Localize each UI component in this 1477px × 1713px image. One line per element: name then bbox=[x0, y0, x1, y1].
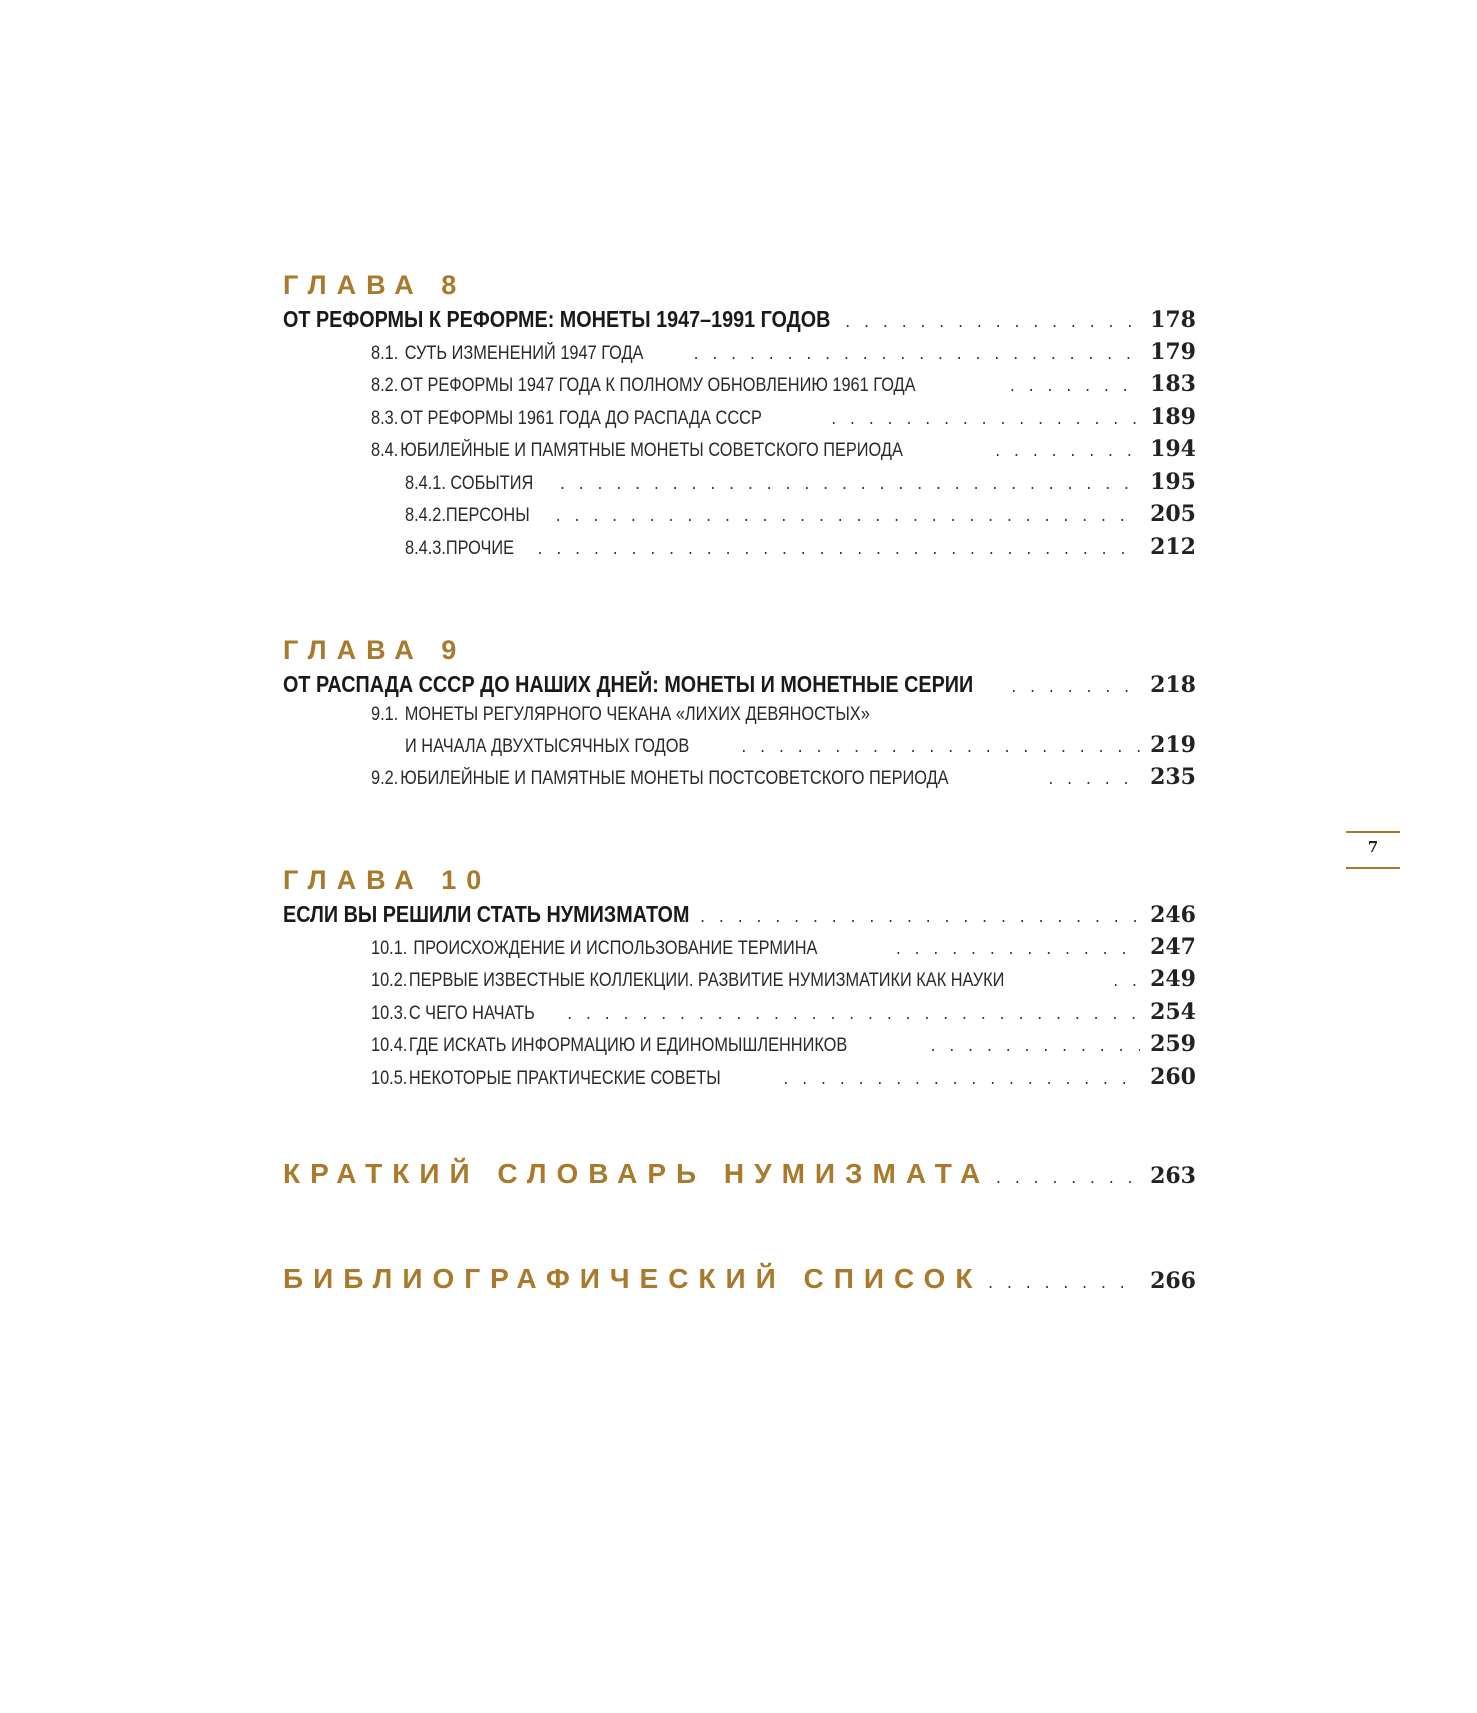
section-number: 8.2. bbox=[371, 375, 399, 396]
section-number: 10.1. bbox=[371, 937, 408, 959]
chapter-9-block bbox=[283, 633, 1196, 797]
section-title bbox=[371, 768, 949, 790]
page-number: 205 bbox=[1150, 501, 1196, 527]
dot-leader bbox=[680, 911, 1140, 927]
chapter-label: ГЛАВА 9 bbox=[283, 635, 467, 665]
toc-entry[interactable] bbox=[283, 671, 1196, 704]
section-number: 8.1. bbox=[371, 342, 399, 364]
toc-entry[interactable] bbox=[283, 339, 1196, 372]
dot-leader bbox=[692, 348, 1140, 364]
dot-leader bbox=[1047, 773, 1140, 789]
dot-leader bbox=[929, 1040, 1140, 1056]
section-title bbox=[371, 938, 817, 960]
page-number: 194 bbox=[1150, 436, 1196, 462]
section-number: 8.4.3. bbox=[405, 537, 446, 559]
toc-entry[interactable] bbox=[283, 934, 1196, 967]
chapter-title: ЕСЛИ ВЫ РЕШИЛИ СТАТЬ НУМИЗМАТОМ bbox=[283, 901, 690, 927]
bibliography-block bbox=[283, 1263, 1196, 1303]
folio-bottom-rule bbox=[1346, 867, 1400, 869]
toc-entry[interactable] bbox=[283, 764, 1196, 797]
chapter-title: ОТ РАСПАДА СССР ДО НАШИХ ДНЕЙ: МОНЕТЫ И МОНЕТНЫЕ СЕРИИ bbox=[283, 671, 974, 697]
section-text: ПРОЧИЕ bbox=[445, 537, 515, 559]
section-text: С ЧЕГО НАЧАТЬ bbox=[408, 1002, 535, 1024]
page-number: 218 bbox=[1150, 672, 1196, 698]
dot-leader bbox=[1112, 975, 1141, 991]
section-number: 10.5. bbox=[371, 1067, 408, 1089]
dot-leader bbox=[1010, 681, 1141, 697]
page-number: 219 bbox=[1150, 731, 1196, 758]
section-number: 8.3. bbox=[371, 407, 399, 429]
page-number: 259 bbox=[1150, 1031, 1196, 1057]
page-number: 247 bbox=[1150, 933, 1196, 960]
chapter-10-block bbox=[283, 863, 1196, 1096]
chapter-8-block bbox=[283, 268, 1196, 566]
dot-leader bbox=[986, 1277, 1140, 1293]
dot-leader bbox=[782, 1073, 1140, 1089]
section-text: МОНЕТЫ РЕГУЛЯРНОГО ЧЕКАНА «ЛИХИХ ДЕВЯНОСТЫХ» bbox=[404, 703, 870, 725]
section-title bbox=[371, 343, 643, 365]
toc-entry[interactable] bbox=[283, 436, 1196, 469]
toc-entry[interactable] bbox=[283, 404, 1196, 437]
dot-leader bbox=[740, 741, 1140, 757]
section-title bbox=[371, 375, 916, 397]
toc-entry[interactable] bbox=[283, 371, 1196, 404]
section-title-continuation: И НАЧАЛА ДВУХТЫСЯЧНЫХ ГОДОВ bbox=[405, 735, 690, 757]
section-text: ОТ РЕФОРМЫ 1947 ГОДА К ПОЛНОМУ ОБНОВЛЕНИЮ 1961 ГОДА bbox=[400, 375, 916, 396]
dot-leader bbox=[1008, 380, 1140, 396]
page-number: 179 bbox=[1150, 338, 1196, 365]
dot-leader bbox=[993, 445, 1140, 461]
glossary-title: КРАТКИЙ СЛОВАРЬ НУМИЗМАТА bbox=[283, 1158, 991, 1189]
dot-leader bbox=[565, 1008, 1140, 1024]
subsection-title bbox=[405, 538, 514, 560]
page-number: 254 bbox=[1150, 998, 1196, 1025]
section-number: 8.4. bbox=[371, 440, 399, 461]
section-title bbox=[371, 970, 1004, 992]
section-number: 10.2. bbox=[371, 970, 408, 991]
section-number: 8.4.1. bbox=[405, 472, 446, 494]
chapter-title: ОТ РЕФОРМЫ К РЕФОРМЕ: МОНЕТЫ 1947–1991 ГОДОВ bbox=[283, 306, 831, 332]
section-title bbox=[371, 1068, 721, 1090]
dot-leader bbox=[844, 316, 1141, 332]
section-text: ПРОИСХОЖДЕНИЕ И ИСПОЛЬЗОВАНИЕ ТЕРМИНА bbox=[413, 937, 818, 959]
section-text: НЕКОТОРЫЕ ПРАКТИЧЕСКИЕ СОВЕТЫ bbox=[408, 1067, 721, 1089]
section-text: СОБЫТИЯ bbox=[450, 472, 534, 494]
section-text: ОТ РЕФОРМЫ 1961 ГОДА ДО РАСПАДА СССР bbox=[400, 407, 762, 429]
page-folio bbox=[1346, 831, 1400, 869]
section-text: ГДЕ ИСКАТЬ ИНФОРМАЦИЮ И ЕДИНОМЫШЛЕННИКОВ bbox=[408, 1035, 848, 1056]
toc-entry[interactable] bbox=[283, 1031, 1196, 1064]
section-text: ПЕРСОНЫ bbox=[445, 505, 530, 526]
toc-entry[interactable] bbox=[283, 501, 1196, 534]
toc-entry-bibliography[interactable] bbox=[283, 1263, 1196, 1303]
dot-leader bbox=[554, 510, 1140, 526]
toc-entry[interactable] bbox=[283, 999, 1196, 1032]
toc-entry[interactable] bbox=[283, 306, 1196, 339]
page-number: 260 bbox=[1150, 1063, 1196, 1090]
section-text: ЮБИЛЕЙНЫЕ И ПАМЯТНЫЕ МОНЕТЫ СОВЕТСКОГО ПЕРИОДА bbox=[400, 440, 903, 461]
page-number: 183 bbox=[1150, 371, 1196, 397]
toc-entry-glossary[interactable] bbox=[283, 1158, 1196, 1198]
page-number: 266 bbox=[1150, 1268, 1196, 1294]
dot-leader bbox=[830, 413, 1141, 429]
glossary-block bbox=[283, 1158, 1196, 1198]
dot-leader bbox=[558, 478, 1140, 494]
section-number: 8.4.2. bbox=[405, 505, 446, 526]
section-title bbox=[371, 1003, 535, 1025]
chapter-label: ГЛАВА 8 bbox=[283, 270, 467, 300]
page-number: 212 bbox=[1150, 533, 1196, 560]
page-number: 249 bbox=[1150, 966, 1196, 992]
folio-number: 7 bbox=[1367, 838, 1379, 856]
section-title bbox=[371, 408, 762, 430]
dot-leader bbox=[894, 943, 1140, 959]
section-number: 9.2. bbox=[371, 768, 399, 789]
folio-top-rule bbox=[1346, 831, 1400, 833]
section-number: 10.3. bbox=[371, 1002, 408, 1024]
toc-entry-first-line[interactable] bbox=[283, 704, 1196, 732]
section-title bbox=[371, 704, 870, 726]
section-text: ПЕРВЫЕ ИЗВЕСТНЫЕ КОЛЛЕКЦИИ. РАЗВИТИЕ НУМИЗМАТИКИ КАК НАУКИ bbox=[408, 970, 1005, 991]
subsection-title bbox=[405, 473, 533, 495]
section-number: 10.4. bbox=[371, 1035, 408, 1056]
section-number: 9.1. bbox=[371, 703, 399, 725]
section-title bbox=[371, 1035, 847, 1057]
page-number: 235 bbox=[1150, 764, 1196, 790]
toc-entry[interactable] bbox=[283, 534, 1196, 567]
page-number: 195 bbox=[1150, 468, 1196, 495]
page-number: 246 bbox=[1150, 902, 1196, 928]
page-number: 178 bbox=[1150, 307, 1196, 333]
toc-entry[interactable] bbox=[283, 966, 1196, 999]
bibliography-title: БИБЛИОГРАФИЧЕСКИЙ СПИСОК bbox=[283, 1263, 983, 1294]
section-text: СУТЬ ИЗМЕНЕНИЙ 1947 ГОДА bbox=[404, 342, 644, 364]
toc-entry[interactable] bbox=[283, 1064, 1196, 1097]
toc-entry-continuation[interactable] bbox=[283, 732, 1196, 765]
page-number: 263 bbox=[1150, 1163, 1196, 1189]
subsection-title bbox=[405, 505, 530, 527]
section-text: ЮБИЛЕЙНЫЕ И ПАМЯТНЫЕ МОНЕТЫ ПОСТСОВЕТСКОГО ПЕРИОДА bbox=[400, 768, 949, 789]
toc-entry[interactable] bbox=[283, 469, 1196, 502]
dot-leader bbox=[536, 543, 1140, 559]
chapter-label: ГЛАВА 10 bbox=[283, 865, 492, 895]
toc-entry[interactable] bbox=[283, 901, 1196, 934]
dot-leader bbox=[994, 1172, 1140, 1188]
page-number: 189 bbox=[1150, 403, 1196, 430]
section-title bbox=[371, 440, 903, 462]
